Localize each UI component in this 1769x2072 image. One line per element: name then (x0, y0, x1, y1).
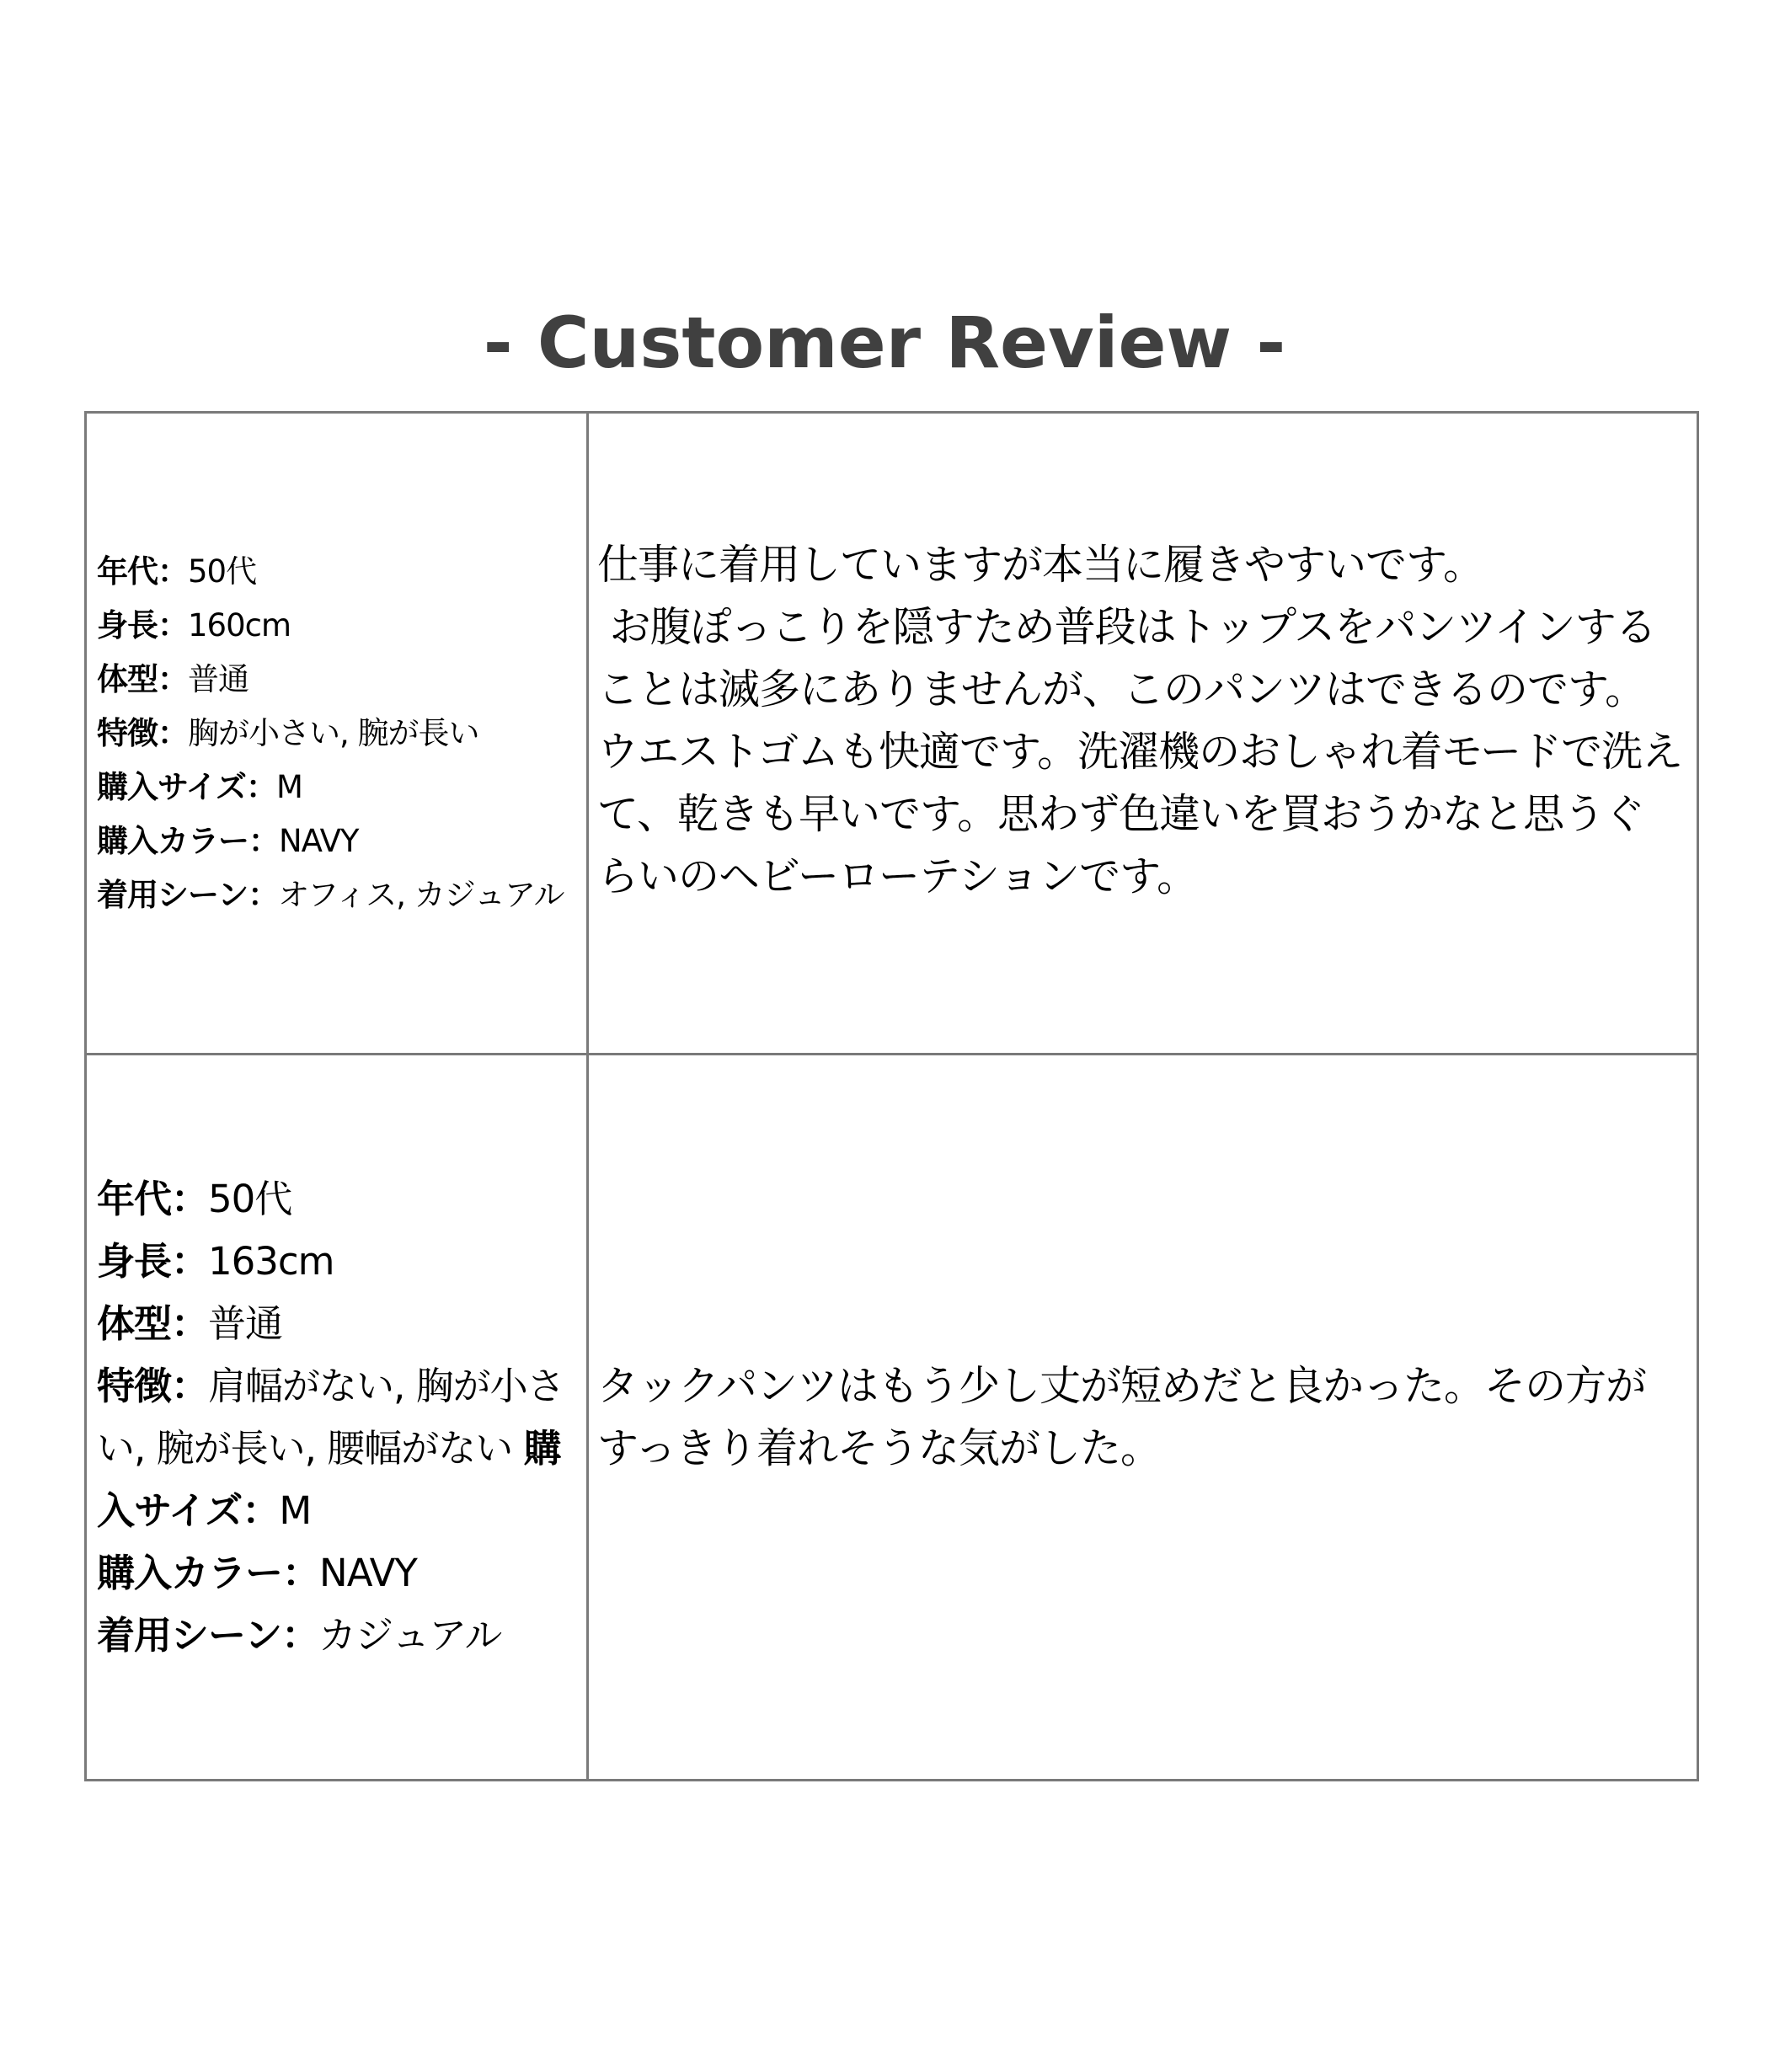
body-type-label: 体型 (97, 1300, 172, 1346)
label-colon: ： (248, 876, 279, 913)
label-colon: ： (158, 660, 188, 697)
review-text-cell (588, 1055, 1698, 1781)
reviewer-profile (87, 545, 586, 922)
label-colon: ： (158, 714, 188, 751)
height-line (97, 1231, 580, 1293)
features-label: 特徴 (97, 1363, 172, 1408)
age-label: 年代 (97, 1176, 172, 1221)
height-line (97, 599, 580, 653)
features-line (97, 707, 580, 761)
color-value: NAVY (279, 822, 359, 859)
size-value: M (279, 1487, 312, 1533)
label-colon: ： (242, 1487, 280, 1533)
review-row (86, 1055, 1698, 1781)
color-label: 購入カラー (97, 1550, 283, 1595)
review-text: タックパンツはもう少し丈が短めだと良かった。その方がすっきり着れそうな気がした。 (597, 1361, 1647, 1472)
size-label: 購入サイズ (97, 1425, 561, 1533)
features-value: 肩幅がない, 胸が小さい, 腕が長い, 腰幅がない (97, 1363, 564, 1471)
reviewer-profile (87, 1168, 586, 1667)
features-size-line (97, 1355, 580, 1542)
review-text-cell (588, 413, 1698, 1055)
age-value: 50代 (188, 553, 257, 590)
scene-label: 着用シーン (97, 1612, 282, 1658)
review-text: 仕事に着用していますが本当に履きやすいです。 お腹ぽっこりを隠すため普段はトップスをパンツインすることは滅多にありませんが、このパンツはできるのです。ウエストゴムも快適です。洗濯機のおしゃれ着モードで洗えて、乾きも早いです。思わず色違いを買おうかなと思うぐらいのヘビーローテションです。 (597, 540, 1683, 900)
age-label: 年代 (97, 553, 158, 590)
height-value: 160cm (188, 606, 291, 643)
body-type-label: 体型 (97, 660, 158, 697)
label-colon: ： (171, 1300, 209, 1346)
scene-line (97, 1605, 580, 1667)
features-value: 胸が小さい, 腕が長い (188, 714, 479, 751)
label-colon: ： (246, 768, 277, 805)
size-label: 購入サイズ (97, 768, 247, 805)
body-type-value: 普通 (188, 660, 249, 697)
label-colon: ： (171, 1363, 209, 1408)
height-value: 163cm (208, 1238, 334, 1284)
age-line (97, 545, 580, 599)
page-title: - Customer Review - (483, 302, 1286, 384)
scene-label: 着用シーン (97, 876, 249, 913)
color-line (97, 814, 580, 868)
height-label: 身長 (97, 1238, 172, 1284)
body-type-line (97, 653, 580, 707)
size-line (97, 761, 580, 814)
review-table (84, 411, 1699, 1781)
scene-line (97, 868, 580, 922)
review-row (86, 413, 1698, 1055)
age-line (97, 1168, 580, 1231)
label-colon: ： (171, 1238, 209, 1284)
body-type-line (97, 1293, 580, 1355)
label-colon: ： (249, 822, 279, 859)
color-line (97, 1542, 580, 1605)
scene-value: カジュアル (318, 1612, 502, 1658)
label-colon: ： (171, 1176, 209, 1221)
features-label: 特徴 (97, 714, 158, 751)
color-value: NAVY (319, 1550, 417, 1595)
reviewer-profile-cell (86, 413, 588, 1055)
label-colon: ： (158, 606, 188, 643)
size-value: M (276, 768, 302, 805)
scene-value: オフィス, カジュアル (278, 876, 564, 913)
label-colon: ： (282, 1550, 320, 1595)
reviewer-profile-cell (86, 1055, 588, 1781)
color-label: 購入カラー (97, 822, 249, 859)
age-value: 50代 (208, 1176, 292, 1221)
height-label: 身長 (97, 606, 158, 643)
label-colon: ： (281, 1612, 319, 1658)
body-type-value: 普通 (208, 1300, 283, 1346)
label-colon: ： (158, 553, 188, 590)
